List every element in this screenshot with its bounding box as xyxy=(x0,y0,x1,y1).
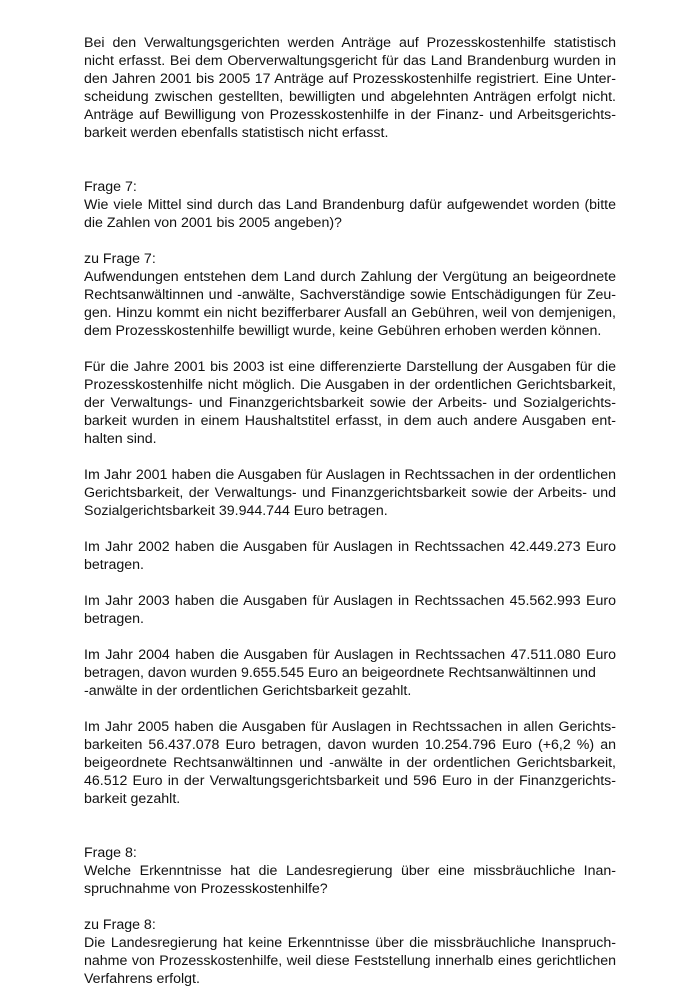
answer-7-label: zu Frage 7: xyxy=(84,251,156,267)
question-8 xyxy=(84,844,616,898)
text-line: die Zahlen von 2001 bis 2005 angeben)? xyxy=(84,215,342,231)
text-line: den Jahren 2001 bis 2005 17 Anträge auf Prozesskostenhilfe registriert. Eine Unter- xyxy=(84,71,616,87)
question-8-label: Frage 8: xyxy=(84,845,137,861)
text-line: Verfahrens erfolgt. xyxy=(84,971,200,987)
answer-7-year-2004 xyxy=(84,646,616,700)
text-line: Im Jahr 2005 haben die Ausgaben für Auslagen in Rechtssachen in allen Gerichts- xyxy=(84,719,616,735)
text-line: Sozialgerichtsbarkeit 39.944.744 Euro betragen. xyxy=(84,503,388,519)
text-line: Anträge auf Bewilligung von Prozesskostenhilfe in der Finanz- und Arbeitsgerichts- xyxy=(84,107,616,123)
question-7-label: Frage 7: xyxy=(84,179,137,195)
text-line: der Verwaltungs- und Finanzgerichtsbarkeit sowie der Arbeits- und Sozialgerichts- xyxy=(84,395,616,411)
text-line: Aufwendungen entstehen dem Land durch Zahlung der Vergütung an beigeordnete xyxy=(84,269,616,285)
text-line: Im Jahr 2003 haben die Ausgaben für Auslagen in Rechtssachen 45.562.993 Euro xyxy=(84,593,616,609)
text-line: spruchnahme von Prozesskostenhilfe? xyxy=(84,881,328,897)
text-line: Für die Jahre 2001 bis 2003 ist eine differenzierte Darstellung der Ausgaben für die xyxy=(84,359,616,375)
text-line: betragen, davon wurden 9.655.545 Euro an beigeordnete Rechtsanwältinnen und xyxy=(84,665,596,681)
answer-8-label: zu Frage 8: xyxy=(84,917,156,933)
text-line: beigeordnete Rechtsanwältinnen und -anwälte in der ordentlichen Gerichtsbarkeit, xyxy=(84,755,616,771)
text-line: Prozesskostenhilfe nicht möglich. Die Ausgaben in der ordentlichen Gerichtsbarkeit, xyxy=(84,377,616,393)
text-line: Im Jahr 2004 haben die Ausgaben für Auslagen in Rechtssachen 47.511.080 Euro xyxy=(84,647,616,663)
answer-7-year-2002 xyxy=(84,538,616,574)
text-line: Bei den Verwaltungsgerichten werden Anträge auf Prozesskostenhilfe statistisch xyxy=(84,35,616,51)
text-line: gen. Hinzu kommt ein nicht bezifferbarer Ausfall an Gebühren, weil von demjenigen, xyxy=(84,305,616,321)
text-line: Rechtsanwältinnen und -anwälte, Sachverständige sowie Entschädigungen für Zeu- xyxy=(84,287,616,303)
answer-7-paragraph-2 xyxy=(84,358,616,448)
text-line: betragen. xyxy=(84,557,144,573)
text-line: nicht erfasst. Bei dem Oberverwaltungsgericht für das Land Brandenburg wurden in xyxy=(84,53,616,69)
text-line: Gerichtsbarkeit, der Verwaltungs- und Finanzgerichtsbarkeit sowie der Arbeits- und xyxy=(84,485,616,501)
question-7 xyxy=(84,178,616,232)
text-line: nahme von Prozesskostenhilfe, weil diese Feststellung innerhalb eines gerichtlichen xyxy=(84,953,616,969)
text-line: Wie viele Mittel sind durch das Land Brandenburg dafür aufgewendet worden (bitte xyxy=(84,197,616,213)
document-page xyxy=(84,34,616,988)
text-line: Die Landesregierung hat keine Erkenntnisse über die missbräuchliche Inanspruch- xyxy=(84,935,616,951)
text-line: Im Jahr 2002 haben die Ausgaben für Auslagen in Rechtssachen 42.449.273 Euro xyxy=(84,539,616,555)
text-line: scheidung zwischen gestellten, bewilligten und abgelehnten Anträgen erfolgt nicht. xyxy=(84,89,616,105)
answer-7-year-2001 xyxy=(84,466,616,520)
answer-7-year-2003 xyxy=(84,592,616,628)
text-line: barkeiten 56.437.078 Euro betragen, davon wurden 10.254.796 Euro (+6,2 %) an xyxy=(84,737,616,753)
answer-8 xyxy=(84,916,616,988)
text-line: barkeit gezahlt. xyxy=(84,791,181,807)
text-line: Welche Erkenntnisse hat die Landesregierung über eine missbräuchliche Inan- xyxy=(84,863,616,879)
text-line: halten sind. xyxy=(84,431,157,447)
text-line: barkeit wurden in einem Haushaltstitel erfasst, in dem auch andere Ausgaben ent- xyxy=(84,413,616,429)
text-line: betragen. xyxy=(84,611,144,627)
text-line: dem Prozesskostenhilfe bewilligt wurde, keine Gebühren erhoben werden können. xyxy=(84,323,602,339)
answer-7-intro xyxy=(84,250,616,340)
text-line: 46.512 Euro in der Verwaltungsgerichtsbarkeit und 596 Euro in der Finanzgerichts- xyxy=(84,773,616,789)
intro-paragraph xyxy=(84,34,616,142)
text-line: -anwälte in der ordentlichen Gerichtsbarkeit gezahlt. xyxy=(84,683,412,699)
text-line: barkeit werden ebenfalls statistisch nicht erfasst. xyxy=(84,125,389,141)
text-line: Im Jahr 2001 haben die Ausgaben für Auslagen in Rechtssachen in der ordentlichen xyxy=(84,467,616,483)
answer-7-year-2005 xyxy=(84,718,616,808)
